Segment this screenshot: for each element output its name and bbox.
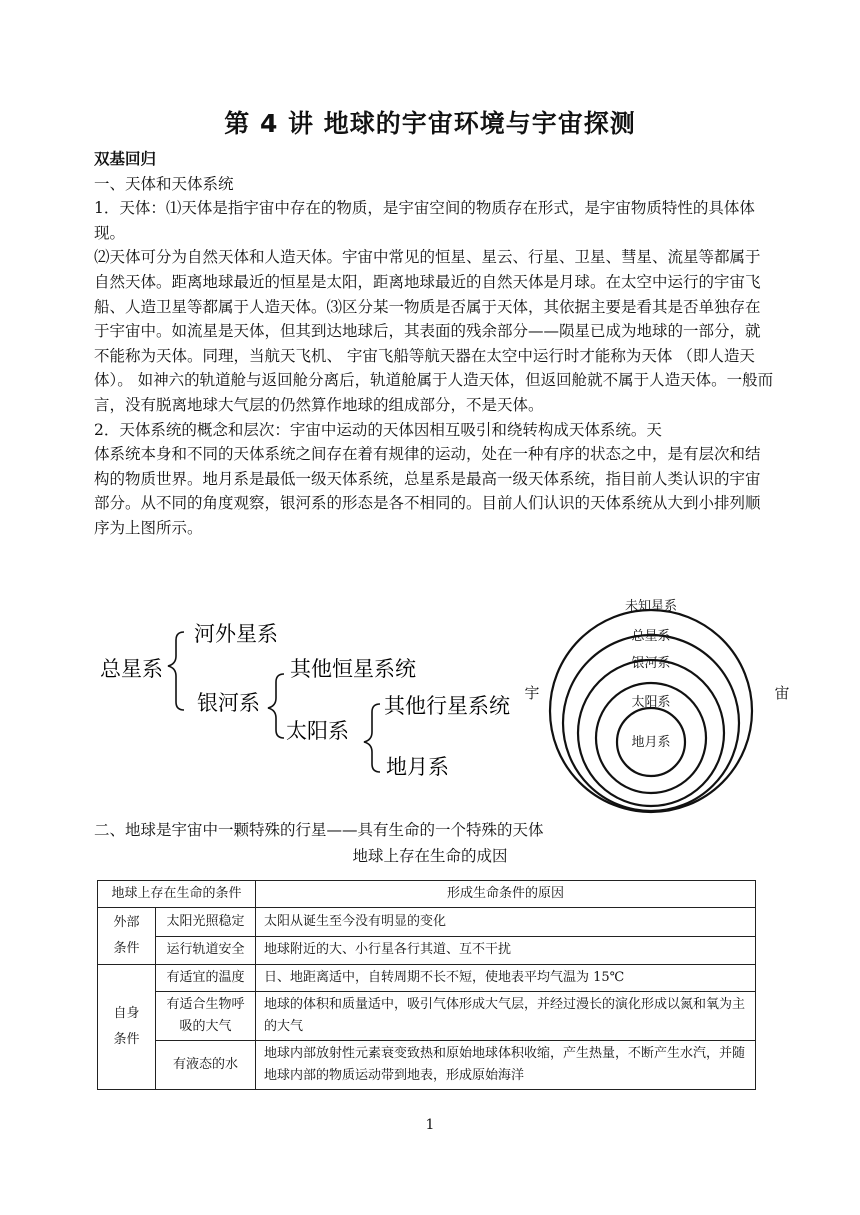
reason-cell: 地球的体积和质量适中，吸引气体形成大气层，并经过漫长的演化形成以氮和氧为主的大气 — [256, 992, 756, 1041]
table-row — [98, 936, 756, 965]
tree-node-earth-moon: 地月系 — [386, 755, 449, 779]
label-universe: 总星系 — [631, 629, 671, 644]
text-section-1 — [94, 147, 774, 541]
brace-root — [168, 632, 184, 710]
label-yu: 宇 — [524, 684, 540, 702]
reason-cell: 日、地距离适中，自转周期不长不短，使地表平均气温为 15℃ — [256, 965, 756, 992]
table-row — [98, 965, 756, 992]
table-row — [98, 908, 756, 937]
brace-solar — [364, 704, 380, 772]
label-solar: 太阳系 — [631, 695, 671, 710]
reason-cell: 地球内部放射性元素衰变致热和原始地球体积收缩，产生热量，不断产生水汽，并随地球内部的物质运动带到地表，形成原始海洋 — [256, 1041, 756, 1090]
label-milky-way: 银河系 — [631, 656, 671, 671]
life-conditions-table — [97, 880, 756, 1090]
condition-cell: 有适宜的温度 — [156, 965, 256, 992]
concentric-systems-diagram — [520, 594, 790, 814]
condition-cell: 太阳光照稳定 — [156, 908, 256, 937]
group-self: 自身 条件 — [98, 965, 156, 1090]
paragraph: ⑵天体可分为自然天体和人造天体。宇宙中常见的恒星、星云、行星、卫星、彗星、流星等都属于自然天体。距离地球最近的恒星是太阳，距离地球最近的自然天体是月球。在太空中运行的宇宙飞船、人造卫星等都属于人造天体。⑶区分某一物质是否属于天体，其依据主要是看其是否单独存在于宇宙中。如流星是天体，但其到达地球后，其表面的残余部分——陨星已成为地球的一部分，就不能称为天体。同理，当航天飞机、 宇宙飞船等航天器在太空中运行时才能称为天体 （即人造天体）。 如神六的轨道舱与返回舱分离后，轨道舱属于人造天体，但返回舱就不属于人造天体。一般而言，没有脱离地球大气层的仍然算作地球的组成部分，不是天体。 — [94, 248, 774, 414]
table-row — [98, 992, 756, 1041]
section-heading: 双基回归 — [94, 150, 157, 168]
group-external: 外部 条件 — [98, 908, 156, 965]
tree-node-solar-system: 太阳系 — [286, 719, 349, 743]
paragraph: 2．天体系统的概念和层次：宇宙中运动的天体因相互吸引和绕转构成天体系统。天 — [94, 420, 662, 439]
label-zhou: 宙 — [774, 684, 790, 702]
reason-cell: 地球附近的大、小行星各行其道、互不干扰 — [256, 936, 756, 965]
condition-cell: 有液态的水 — [156, 1041, 256, 1090]
paragraph: 1．天体：⑴天体是指宇宙中存在的物质，是宇宙空间的物质存在形式，是宇宙物质特性的具体体现。 — [94, 199, 755, 242]
table-header-row — [98, 881, 756, 908]
tree-node-milky-way: 银河系 — [197, 691, 260, 715]
reason-cell: 太阳从诞生至今没有明显的变化 — [256, 908, 756, 937]
table-header-cell: 地球上存在生命的条件 — [98, 881, 256, 908]
condition-cell: 运行轨道安全 — [156, 936, 256, 965]
label-earth-moon: 地月系 — [631, 735, 671, 750]
condition-cell: 有适合生物呼 吸的大气 — [156, 992, 256, 1041]
table-header-cell: 形成生命条件的原因 — [256, 881, 756, 908]
section-2-heading: 二、地球是宇宙中一颗特殊的行星——具有生命的一个特殊的天体 — [94, 821, 544, 839]
tree-node-extragalactic: 河外星系 — [194, 622, 278, 646]
page-number: 1 — [425, 1117, 435, 1133]
table-caption: 地球上存在生命的成因 — [352, 847, 508, 865]
brace-galaxy — [268, 674, 284, 738]
label-unknown: 未知星系 — [624, 599, 678, 614]
page-title: 第 4 讲 地球的宇宙环境与宇宙探测 — [224, 109, 636, 138]
tree-node-other-planet-systems: 其他行星系统 — [384, 694, 510, 718]
table-row — [98, 1041, 756, 1090]
tree-node-other-star-systems: 其他恒星系统 — [290, 657, 416, 681]
paragraph: 体系统本身和不同的天体系统之间存在着有规律的运动，处在一种有序的状态之中，是有层次和结构的物质世界。地月系是最低一级天体系统，总星系是最高一级天体系统，指目前人类认识的宇宙部分。从不同的角度观察，银河系的形态是各不相同的。目前人们认识的天体系统从大到小排列顺序为上图所示。 — [94, 445, 761, 537]
tree-root: 总星系 — [100, 657, 163, 681]
paragraph: 一、天体和天体系统 — [94, 174, 234, 193]
